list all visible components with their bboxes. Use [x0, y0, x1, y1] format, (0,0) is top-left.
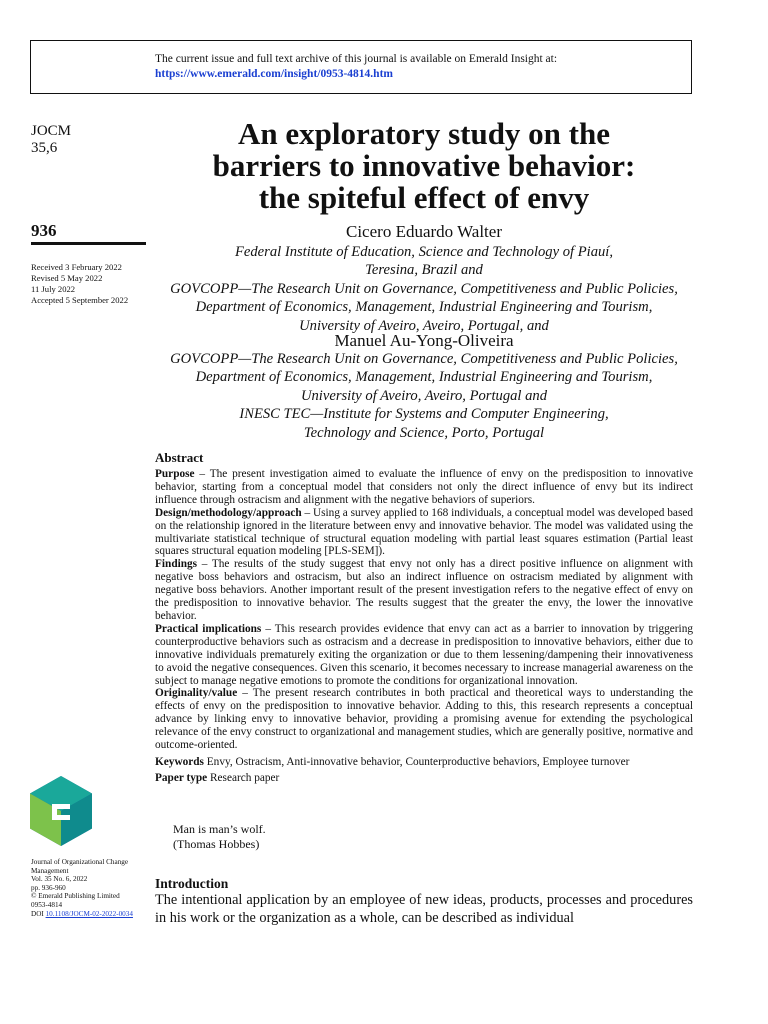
abstract-findings — [155, 558, 693, 623]
author-name: Manuel Au-Yong-Oliveira — [334, 331, 514, 350]
history-revised: Revised 5 May 2022 — [31, 273, 103, 283]
abstract-heading: Abstract — [155, 450, 204, 465]
publication-info-line: pp. 936-960 — [31, 883, 66, 892]
abstract-originality — [155, 687, 693, 752]
history-accepted: Accepted 5 September 2022 — [31, 295, 129, 305]
affiliation-line: Federal Institute of Education, Science and Technology of Piauí, — [234, 244, 613, 260]
epigraph — [173, 822, 266, 852]
publication-info-line: © Emerald Publishing Limited — [31, 892, 120, 901]
abstract-text: – Using a survey applied to 168 individuals, a conceptual model was developed based on the relationship ignored in the literature between envy and innovative behavior. The model was validated using the multivariate statistical technique of structural equation modeling with partial least squares estimation (Partial least squares structural equation modeling [PLS-SEM]). — [155, 506, 693, 558]
abstract-label: Design/methodology/approach — [155, 506, 302, 519]
affiliation-line: University of Aveiro, Aveiro, Portugal, and — [299, 317, 549, 334]
paper-type — [155, 772, 693, 784]
history-revised-2: 11 July 2022 — [31, 284, 76, 294]
abstract-body — [155, 468, 693, 752]
journal-abbr-name: JOCM — [31, 123, 72, 139]
journal-access-note: The current issue and full text archive of this journal is available on Emerald Insight at: — [155, 53, 558, 65]
publication-info-line: Journal of Organizational Change — [31, 858, 129, 866]
journal-url-link[interactable]: https://www.emerald.com/insight/0953-4814.htm — [155, 68, 393, 80]
abstract-text: – This research provides evidence that envy can act as a barrier to innovation by triggering counterproductive behaviors such as ostracism and a decrease in predisposition to innovative behaviors, either due to innovative individuals prematurely exiting the organization or due to them lessening/dampening their innovativeness to avoid the negative consequences. Given this scenario, it becomes necessary to increase managerial awareness on the subject to manage negative emotions to promote the conditions for organizational innovation. — [155, 622, 693, 687]
affiliation-line: INESC TEC—Institute for Systems and Computer Engineering, — [239, 406, 609, 423]
abstract-label: Findings — [155, 558, 198, 571]
journal-abbreviation — [31, 123, 71, 157]
affiliation-line: Technology and Science, Porto, Portugal — [303, 424, 545, 441]
abstract-text: – The present investigation aimed to evaluate the influence of envy on the predisposition to innovative behavior, starting from a conceptual model that considers not only the direct influence of envy but its indirect influence through ostracism and alignment with the negative behaviors of superiors. — [155, 468, 693, 506]
title-line: barriers to innovative behavior: — [212, 148, 636, 183]
title-line: the spiteful effect of envy — [258, 180, 590, 215]
affiliation-line: Teresina, Brazil and — [365, 262, 483, 279]
publication-info-line: Vol. 35 No. 6, 2022 — [31, 875, 88, 884]
abstract-text: – The results of the study suggest that envy not only has a direct positive influence on alignment with negative boss behaviors and ostracism, but also an indirect influence on ostracism mediated by alignment with negative boss behaviors. Another important result of the present investigation refers to the negative effect of envy on the predisposition to innovative behavior. The results suggest that the greater the envy, the lower the innovative behavior. — [155, 558, 693, 622]
publication-info-line: 0953-4814 — [31, 900, 63, 909]
affiliation-line: GOVCOPP—The Research Unit on Governance, Competitiveness and Public Policies, — [170, 351, 678, 367]
author-affiliation — [155, 350, 693, 442]
affiliation-line: Department of Economics, Management, Industrial Engineering and Tourism, — [195, 299, 653, 316]
abstract-label: Originality/value — [155, 687, 238, 700]
doi-line — [31, 910, 133, 919]
doi-label: DOI — [31, 909, 46, 918]
article-title — [155, 118, 693, 214]
article-history — [31, 262, 128, 306]
paper-type-label: Paper type — [155, 772, 208, 784]
margin-divider — [31, 242, 146, 245]
affiliation-line: Department of Economics, Management, Industrial Engineering and Tourism, — [195, 369, 653, 386]
epigraph-attribution: (Thomas Hobbes) — [173, 837, 260, 851]
author-name: Cicero Eduardo Walter — [346, 222, 502, 241]
keywords-text: Envy, Ostracism, Anti-innovative behavior, Counterproductive behaviors, Employee turnover — [203, 756, 630, 768]
doi-link[interactable]: 10.1108/JOCM-02-2022-0034 — [45, 909, 133, 918]
introduction-text: The intentional application by an employee of new ideas, products, processes and procedures in his work or the organization as a whole, can be described as individual — [155, 892, 693, 926]
abstract-purpose — [155, 468, 693, 507]
keywords-label: Keywords — [155, 756, 204, 768]
abstract-practical-implications — [155, 623, 693, 688]
abstract-label: Practical implications — [155, 622, 262, 635]
journal-access-box — [30, 40, 692, 94]
affiliation-line: University of Aveiro, Aveiro, Portugal and — [300, 387, 548, 404]
abstract-text: – The present research contributes in both practical and theoretical ways to understanding the effects of envy on the predisposition to innovative behavior. Adding to this, this research represents a conceptual advance by linking envy to innovative behavior, providing a promising avenue for extending the psychological relevance of the envy construct to organizational and management studies, which are generally positive, normative and outcome-oriented. — [155, 687, 693, 752]
epigraph-quote: Man is man’s wolf. — [173, 822, 266, 836]
emerald-logo-icon — [30, 776, 92, 846]
publication-info-line: Management — [31, 866, 69, 875]
title-line: An exploratory study on the — [237, 116, 610, 151]
paper-type-text: Research paper — [207, 772, 280, 784]
keywords — [155, 756, 693, 768]
journal-volume-issue: 35,6 — [31, 140, 58, 156]
abstract-design — [155, 507, 693, 559]
history-received: Received 3 February 2022 — [31, 262, 122, 272]
page-number: 936 — [31, 221, 57, 240]
publication-info — [31, 858, 133, 918]
affiliation-line: GOVCOPP—The Research Unit on Governance, Competitiveness and Public Policies, — [170, 280, 678, 297]
introduction-heading: Introduction — [155, 876, 229, 891]
author-affiliation — [155, 243, 693, 335]
abstract-label: Purpose — [155, 468, 195, 480]
